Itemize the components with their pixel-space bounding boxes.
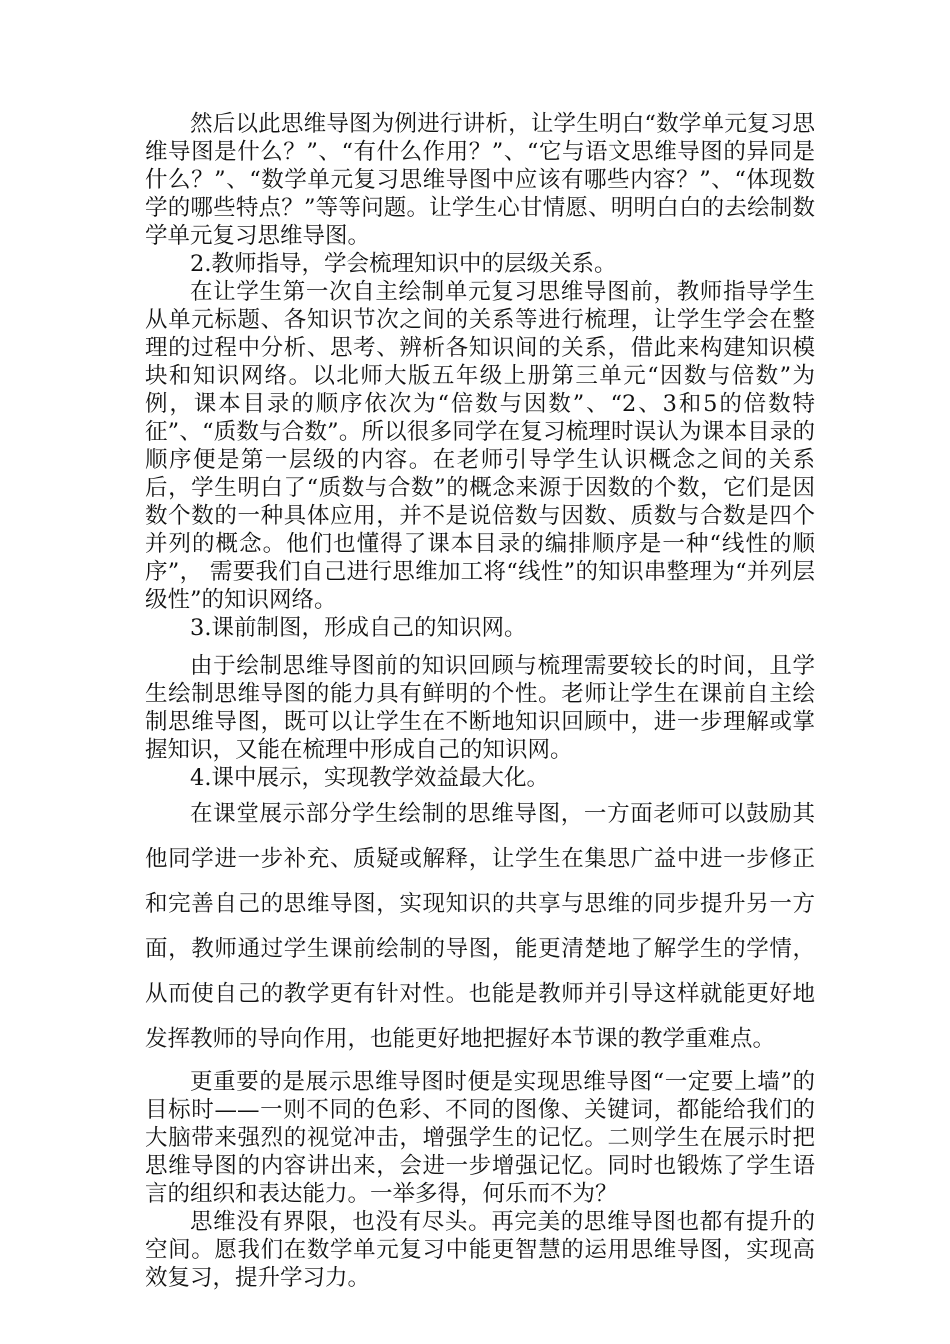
section-heading-2: 2.教师指导，学会梳理知识中的层级关系。 — [190, 251, 617, 277]
section-heading-3: 3.课前制图，形成自己的知识网。 — [190, 615, 527, 641]
paragraph-conclusion: 思维没有界限，也没有尽头。再完美的思维导图也都有提升的空间。愿我们在数学单元复习中能更智慧的运用思维导图，实现高效复习，提升学习力。 — [145, 1209, 815, 1291]
document-body — [145, 110, 815, 1292]
paragraph-pre-class-drawing: 由于绘制思维导图前的知识回顾与梳理需要较长的时间，且学生绘制思维导图的能力具有鲜明的个性。老师让学生在课前自主绘制思维导图，既可以让学生在不断地知识回顾中，进一步理解或掌握知识，又能在梳理中形成自己的知识网。 — [145, 653, 815, 763]
paragraph-more-important: 更重要的是展示思维导图时便是实现思维导图“一定要上墙”的目标时——一则不同的色彩、不同的图像、关键词，都能给我们的大脑带来强烈的视觉冲击，增强学生的记忆。二则学生在展示时把思维导图的内容讲出来，会进一步增强记忆。同时也锻炼了学生语言的组织和表达能力。一举多得，何乐而不为？ — [145, 1069, 815, 1207]
section-heading-4: 4.课中展示，实现教学效益最大化。 — [190, 765, 549, 791]
paragraph-class-display: 在课堂展示部分学生绘制的思维导图，一方面老师可以鼓励其他同学进一步补充、质疑或解释，让学生在集思广益中进一步修正和完善自己的思维导图，实现知识的共享与思维的同步提升另一方面，教师通过学生课前绘制的导图，能更清楚地了解学生的学情，从而使自己的教学更有针对性。也能是教师并引导这样就能更好地发挥教师的导向作用，也能更好地把握好本节课的教学重难点。 — [145, 801, 815, 1052]
paragraph-intro: 然后以此思维导图为例进行讲析，让学生明白“数学单元复习思维导图是什么？”、“有什么作用？”、“它与语文思维导图的异同是什么？”、“数学单元复习思维导图中应该有哪些内容？”、“体现数学的哪些特点？”等等问题。让学生心甘情愿、明明白白的去绘制数学单元复习思维导图。 — [145, 111, 815, 249]
paragraph-teacher-guidance: 在让学生第一次自主绘制单元复习思维导图前，教师指导学生从单元标题、各知识节次之间的关系等进行梳理，让学生学会在整理的过程中分析、思考、辨析各知识间的关系，借此来构建知识模块和知识网络。以北师大版五年级上册第三单元“因数与倍数”为例，课本目录的顺序依次为“倍数与因数”、“2、3和5的倍数特征”、“质数与合数”。所以很多同学在复习梳理时误认为课本目录的顺序便是第一层级的内容。在老师引导学生认识概念之间的关系后，学生明白了“质数与合数”的概念来源于因数的个数，它们是因数个数的一种具体应用，并不是说倍数与因数、质数与合数是四个并列的概念。他们也懂得了课本目录的编排顺序是一种“线性的顺序”， 需要我们自己进行思维加工将“线性”的知识串整理为“并列层级性”的知识网络。 — [145, 279, 815, 613]
